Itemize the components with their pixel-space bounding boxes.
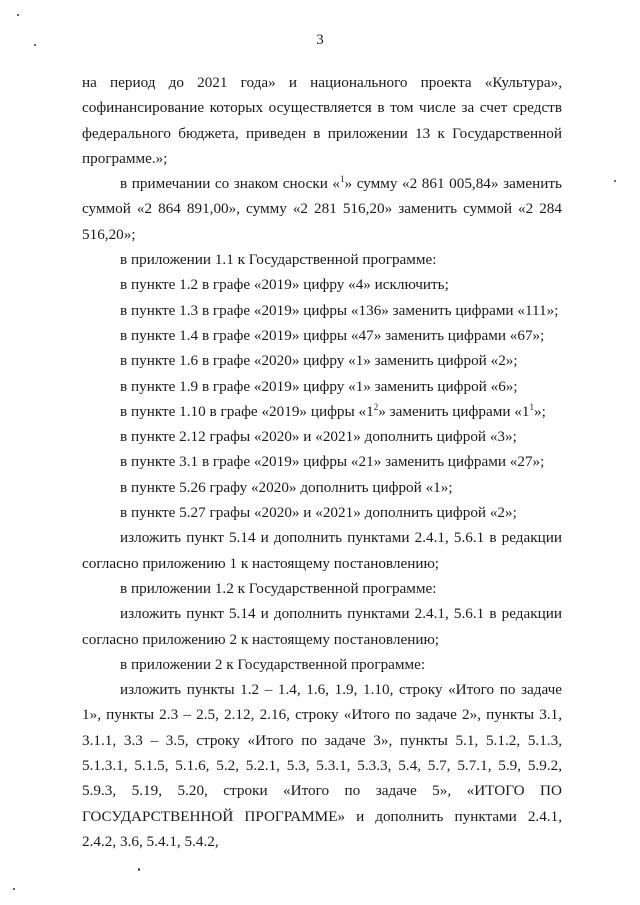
paragraph-p6 <box>82 323 562 348</box>
text-run: в примечании со знаком сноски « <box>120 175 341 193</box>
paragraph-p9 <box>82 399 562 424</box>
scan-speck <box>13 888 15 890</box>
paragraph-p17 <box>82 652 562 677</box>
paragraph-p7 <box>82 348 562 373</box>
paragraph-p12 <box>82 475 562 500</box>
page-number: 3 <box>316 32 324 48</box>
paragraph-p2 <box>82 171 562 247</box>
paragraph-p1 <box>82 70 562 171</box>
text-run: »; <box>533 402 546 420</box>
paragraph-p5 <box>82 298 562 323</box>
paragraph-p3 <box>82 247 562 272</box>
paragraph-p11 <box>82 449 562 474</box>
text-run: в пункте 1.6 в графе «2020» цифру «1» заменить цифрой «2»; <box>120 352 518 370</box>
text-run: в пункте 1.9 в графе «2019» цифру «1» заменить цифрой «6»; <box>120 377 518 395</box>
text-run: в пункте 1.2 в графе «2019» цифру «4» исключить; <box>120 276 449 294</box>
text-run: в пункте 2.12 графы «2020» и «2021» дополнить цифрой «3»; <box>120 428 517 446</box>
scan-speck <box>614 180 616 182</box>
text-run: в приложении 1.1 к Государственной программе: <box>120 251 437 269</box>
paragraph-p18 <box>82 677 562 854</box>
paragraph-p16 <box>82 601 562 652</box>
document-body <box>82 70 562 854</box>
paragraph-p13 <box>82 500 562 525</box>
footnote-superscript: 1 <box>340 174 345 185</box>
text-run: изложить пункты 1.2 – 1.4, 1.6, 1.9, 1.10, строку «Итого по задаче 1», пункты 2.3 – 2.5, 2.12, 2.16, строку «Итого по задаче 2», пункты 3.1, 3.1.1, 3.3 – 3.5, строку «Итого по задаче 3», пункты 5.1, 5.1.2, 5.1.3, 5.1.3.1, 5.1.5, 5.1.6, 5.2, 5.2.1, 5.3, 5.3.1, 5.3.3, 5.4, 5.7, 5.7.1, 5.9, 5.9.2, 5.9.3, 5.19, 5.20, строки «Итого по задаче 5», «ИТОГО ПО ГОСУДАРСТВЕННОЙ ПРОГРАММЕ» и дополнить пунктами 2.4.1, 2.4.2, 3.6, 5.4.1, 5.4.2, <box>82 681 562 850</box>
text-run: на период до 2021 года» и национального проекта «Культура», софинансирование которых осуществляется в том числе за счет средств федерального бюджета, приведен в приложении 13 к Государственной программе.»; <box>82 74 562 167</box>
paragraph-p4 <box>82 272 562 297</box>
text-run: в пункте 5.27 графы «2020» и «2021» дополнить цифрой «2»; <box>120 504 517 522</box>
text-run: » сумму «2 861 005,84» заменить суммой «2 864 891,00», сумму «2 281 516,20» заменить суммой «2 284 516,20»; <box>82 175 562 243</box>
paragraph-p15 <box>82 576 562 601</box>
text-run: изложить пункт 5.14 и дополнить пунктами 2.4.1, 5.6.1 в редакции согласно приложению 2 к настоящему постановлению; <box>82 605 562 648</box>
footnote-superscript: 2 <box>373 401 379 412</box>
text-run: в приложении 1.2 к Государственной программе: <box>120 579 437 597</box>
scan-speck <box>17 14 19 16</box>
text-run: в пункте 3.1 в графе «2019» цифры «21» заменить цифрами «27»; <box>120 453 545 471</box>
paragraph-p10 <box>82 424 562 449</box>
text-run: в пункте 1.4 в графе «2019» цифры «47» заменить цифрами «67»; <box>120 326 545 344</box>
scan-speck <box>138 868 140 871</box>
text-run: в приложении 2 к Государственной программе: <box>120 655 426 673</box>
text-run: изложить пункт 5.14 и дополнить пунктами 2.4.1, 5.6.1 в редакции согласно приложению 1 к настоящему постановлению; <box>82 529 562 572</box>
text-run: в пункте 5.26 графу «2020» дополнить цифрой «1»; <box>120 478 453 496</box>
text-run: в пункте 1.10 в графе «2019» цифры «1 <box>120 402 374 420</box>
scan-speck <box>34 44 36 46</box>
footnote-superscript: 1 <box>529 401 534 412</box>
text-run: в пункте 1.3 в графе «2019» цифры «136» заменить цифрами «111»; <box>120 301 559 319</box>
paragraph-p8 <box>82 374 562 399</box>
paragraph-p14 <box>82 525 562 576</box>
text-run: » заменить цифрами «1 <box>378 402 530 420</box>
